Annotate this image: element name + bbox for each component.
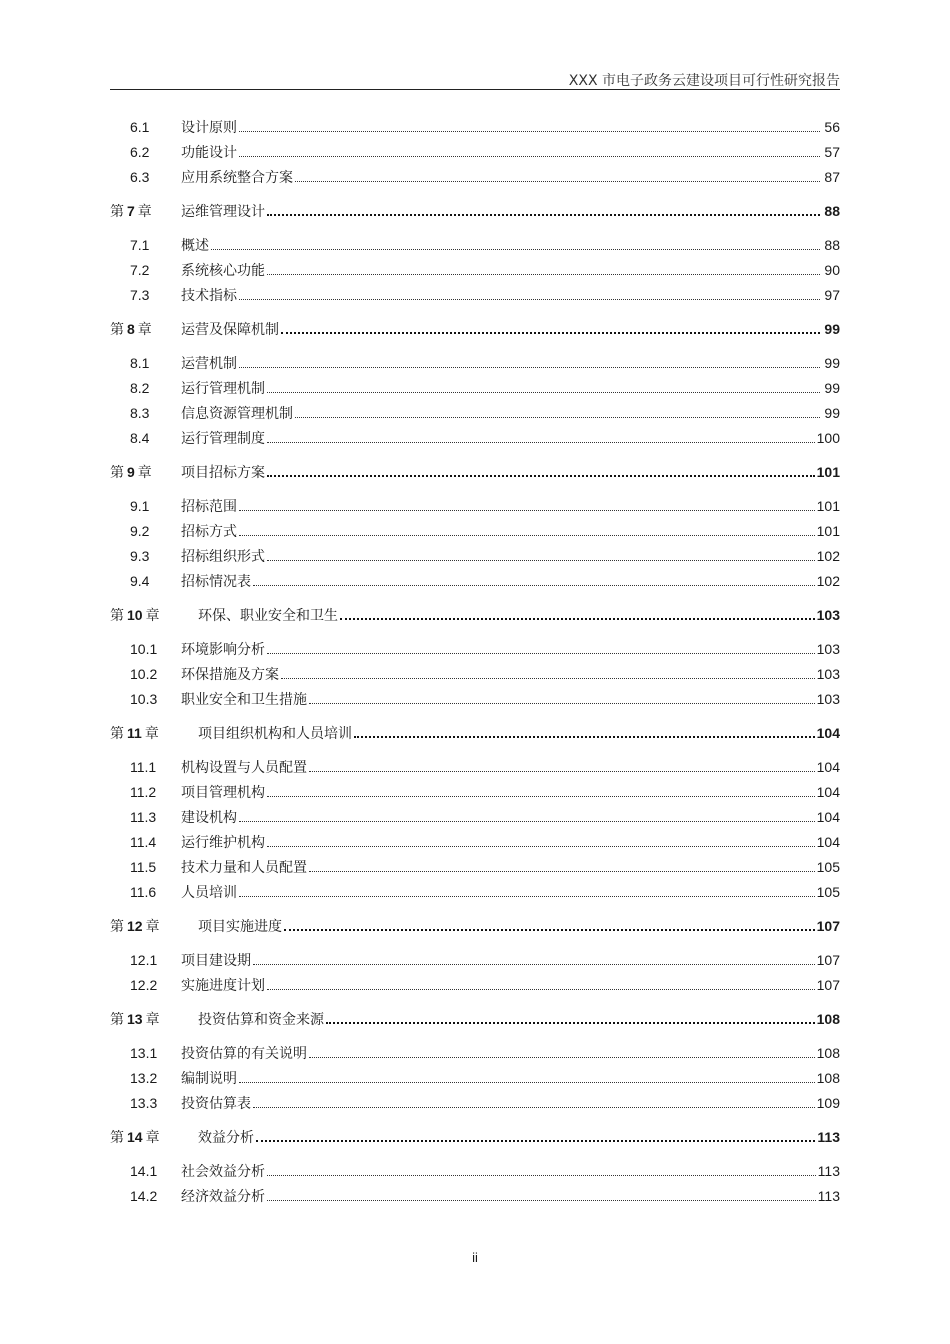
dot-leader (284, 919, 815, 933)
toc-section-entry[interactable] (110, 232, 840, 257)
dot-leader (309, 692, 815, 706)
chapter-suffix: 章 (145, 918, 160, 935)
toc-section-entry[interactable] (110, 804, 840, 829)
toc-entry-title: 编制说明 (181, 1070, 237, 1087)
toc-page-number: 101 (816, 522, 840, 539)
toc-section-entry[interactable] (110, 518, 840, 543)
dot-leader (295, 406, 820, 420)
toc-page-number: 99 (824, 404, 840, 421)
dot-leader (267, 978, 815, 992)
toc-section-entry[interactable] (110, 947, 840, 972)
dot-leader (253, 574, 815, 588)
toc-entry-title: 项目实施进度 (198, 918, 282, 935)
toc-page-number: 104 (816, 758, 840, 775)
dot-leader (239, 499, 815, 513)
section-number: 14.1 (130, 1162, 158, 1179)
chapter-suffix: 章 (137, 321, 152, 338)
dot-leader (267, 1164, 816, 1178)
chapter-suffix: 章 (145, 1011, 160, 1028)
toc-entry-title: 运营及保障机制 (181, 321, 279, 338)
toc-page-number: 108 (816, 1010, 840, 1027)
dot-leader (267, 431, 815, 445)
dot-leader (354, 726, 815, 740)
toc-page-number: 103 (816, 690, 840, 707)
toc-section-entry[interactable] (110, 350, 840, 375)
toc-entry-title: 投资估算表 (181, 1095, 251, 1112)
section-number: 11.3 (130, 808, 157, 825)
section-number: 10.2 (130, 665, 158, 682)
chapter-index: 9 (127, 463, 135, 480)
toc-page-number: 107 (816, 951, 840, 968)
section-number: 8.3 (130, 404, 150, 421)
toc-section-entry[interactable] (110, 400, 840, 425)
dot-leader (309, 1046, 815, 1060)
toc-page-number: 99 (824, 354, 840, 371)
dot-leader (281, 322, 820, 336)
toc-page-number: 101 (816, 497, 840, 514)
toc-section-entry[interactable] (110, 282, 840, 307)
header-rule (110, 89, 840, 90)
toc-section-entry[interactable] (110, 854, 840, 879)
dot-leader (239, 885, 815, 899)
toc-entry-title: 项目管理机构 (181, 784, 265, 801)
toc-entry-title: 建设机构 (181, 809, 237, 826)
toc-page-number: 100 (816, 429, 840, 446)
section-number: 10.1 (130, 640, 158, 657)
section-number: 7.3 (130, 286, 150, 303)
toc-chapter-entry[interactable] (110, 720, 840, 745)
toc-entry-title: 投资估算的有关说明 (181, 1045, 307, 1062)
section-number: 9.1 (130, 497, 150, 514)
toc-section-entry[interactable] (110, 829, 840, 854)
toc-page-number: 87 (824, 168, 840, 185)
dot-leader (253, 1096, 815, 1110)
toc-section-entry[interactable] (110, 257, 840, 282)
toc-chapter-entry[interactable] (110, 459, 840, 484)
toc-page-number: 97 (824, 286, 840, 303)
chapter-index: 13 (127, 1010, 143, 1027)
chapter-prefix: 第 (110, 1011, 124, 1028)
section-number: 7.2 (130, 261, 150, 278)
toc-entry-title: 运维管理设计 (181, 203, 265, 220)
dot-leader (309, 860, 815, 874)
toc-entry-title: 社会效益分析 (181, 1163, 265, 1180)
toc-entry-title: 概述 (181, 237, 209, 254)
dot-leader (239, 810, 815, 824)
toc-page-number: 90 (824, 261, 840, 278)
toc-page-number: 108 (816, 1044, 840, 1061)
toc-section-entry[interactable] (110, 661, 840, 686)
dot-leader (267, 835, 815, 849)
chapter-prefix: 第 (110, 464, 124, 481)
toc-chapter-entry[interactable] (110, 913, 840, 938)
section-number: 12.2 (130, 976, 158, 993)
section-number: 8.4 (130, 429, 150, 446)
toc-entry-title: 运行管理机制 (181, 380, 265, 397)
section-number: 6.3 (130, 168, 150, 185)
toc-entry-title: 项目组织机构和人员培训 (198, 725, 352, 742)
dot-leader (267, 642, 815, 656)
section-number: 13.2 (130, 1069, 158, 1086)
section-number: 10.3 (130, 690, 158, 707)
section-number: 8.2 (130, 379, 150, 396)
chapter-number (110, 1009, 198, 1029)
toc-entry-title: 运行管理制度 (181, 430, 265, 447)
toc-entry-title: 设计原则 (181, 119, 237, 136)
chapter-index: 12 (127, 917, 143, 934)
dot-leader (267, 1189, 816, 1203)
toc-page-number: 107 (816, 976, 840, 993)
toc-entry-title: 职业安全和卫生措施 (181, 691, 307, 708)
toc-section-entry[interactable] (110, 1158, 840, 1183)
dot-leader (253, 953, 815, 967)
toc-section-entry[interactable] (110, 543, 840, 568)
toc-chapter-entry[interactable] (110, 316, 840, 341)
dot-leader (267, 381, 820, 395)
toc-page-number: 107 (816, 917, 840, 934)
dot-leader (340, 608, 815, 622)
chapter-suffix: 章 (144, 725, 159, 742)
toc-chapter-entry[interactable] (110, 198, 840, 223)
chapter-prefix: 第 (110, 607, 124, 624)
chapter-index: 11 (127, 724, 142, 741)
chapter-index: 10 (127, 606, 143, 623)
section-number: 7.1 (130, 236, 150, 253)
toc-section-entry[interactable] (110, 879, 840, 904)
dot-leader (239, 524, 815, 538)
toc-entry-title: 环保措施及方案 (181, 666, 279, 683)
dot-leader (267, 465, 815, 479)
toc-page-number: 56 (824, 118, 840, 135)
toc-page-number: 113 (817, 1128, 840, 1145)
toc-page-number: 102 (816, 572, 840, 589)
toc-entry-title: 应用系统整合方案 (181, 169, 293, 186)
section-number: 11.5 (130, 858, 157, 875)
toc-page-number: 88 (824, 236, 840, 253)
section-number: 13.3 (130, 1094, 158, 1111)
toc-entry-title: 环境影响分析 (181, 641, 265, 658)
dot-leader (267, 263, 820, 277)
dot-leader (309, 760, 815, 774)
chapter-suffix: 章 (145, 607, 160, 624)
chapter-number (110, 1127, 198, 1147)
dot-leader (239, 288, 820, 302)
dot-leader (295, 170, 820, 184)
toc-section-entry[interactable] (110, 375, 840, 400)
footer-page-number: ii (472, 1250, 478, 1265)
section-number: 11.2 (130, 783, 157, 800)
toc-entry-title: 效益分析 (198, 1129, 254, 1146)
toc-entry-title: 人员培训 (181, 884, 237, 901)
dot-leader (326, 1012, 815, 1026)
toc-section-entry[interactable] (110, 1065, 840, 1090)
toc-section-entry[interactable] (110, 754, 840, 779)
dot-leader (267, 204, 820, 218)
toc-page-number: 103 (816, 665, 840, 682)
section-number: 6.1 (130, 118, 150, 135)
dot-leader (239, 145, 820, 159)
toc-entry-title: 招标组织形式 (181, 548, 265, 565)
chapter-number (110, 723, 198, 743)
toc-page-number: 102 (816, 547, 840, 564)
toc-section-entry[interactable] (110, 779, 840, 804)
dot-leader (267, 549, 815, 563)
toc-page-number: 104 (816, 833, 840, 850)
dot-leader (281, 667, 815, 681)
toc-entry-title: 技术力量和人员配置 (181, 859, 307, 876)
section-number: 9.3 (130, 547, 150, 564)
toc-page-number: 99 (824, 320, 840, 337)
toc-entry-title: 技术指标 (181, 287, 237, 304)
chapter-prefix: 第 (110, 1129, 124, 1146)
chapter-prefix: 第 (110, 321, 124, 338)
chapter-prefix: 第 (110, 203, 124, 220)
toc-entry-title: 投资估算和资金来源 (198, 1011, 324, 1028)
toc-section-entry[interactable] (110, 425, 840, 450)
toc-chapter-entry[interactable] (110, 1124, 840, 1149)
toc-entry-title: 招标情况表 (181, 573, 251, 590)
toc-entry-title: 环保、职业安全和卫生 (198, 607, 338, 624)
dot-leader (239, 1071, 815, 1085)
toc-entry-title: 运行维护机构 (181, 834, 265, 851)
section-number: 9.2 (130, 522, 150, 539)
toc-section-entry[interactable] (110, 164, 840, 189)
toc-page-number: 105 (816, 858, 840, 875)
section-number: 11.1 (130, 758, 157, 775)
toc-chapter-entry[interactable] (110, 1006, 840, 1031)
section-number: 13.1 (130, 1044, 158, 1061)
toc-entry-title: 项目建设期 (181, 952, 251, 969)
toc-page-number: 104 (816, 808, 840, 825)
dot-leader (239, 356, 820, 370)
toc-section-entry[interactable] (110, 139, 840, 164)
toc-entry-title: 运营机制 (181, 355, 237, 372)
toc-page-number: 103 (816, 640, 840, 657)
chapter-number (110, 201, 181, 221)
section-number: 6.2 (130, 143, 150, 160)
toc-entry-title: 功能设计 (181, 144, 237, 161)
toc-chapter-entry[interactable] (110, 602, 840, 627)
toc-section-entry[interactable] (110, 686, 840, 711)
toc-page-number: 99 (824, 379, 840, 396)
section-number: 8.1 (130, 354, 150, 371)
chapter-prefix: 第 (110, 918, 124, 935)
toc-section-entry[interactable] (110, 1090, 840, 1115)
toc-entry-title: 系统核心功能 (181, 262, 265, 279)
chapter-suffix: 章 (137, 203, 152, 220)
section-number: 9.4 (130, 572, 150, 589)
dot-leader (267, 785, 815, 799)
document-header-title: XXX 市电子政务云建设项目可行性研究报告 (568, 73, 840, 89)
toc-entry-title: 实施进度计划 (181, 977, 265, 994)
toc-entry-title: 招标方式 (181, 523, 237, 540)
chapter-number (110, 462, 181, 482)
section-number: 14.2 (130, 1187, 158, 1204)
chapter-number (110, 319, 181, 339)
toc-page-number: 113 (817, 1187, 840, 1204)
section-number: 11.6 (130, 883, 157, 900)
dot-leader (239, 120, 820, 134)
toc-section-entry[interactable] (110, 493, 840, 518)
toc-entry-title: 经济效益分析 (181, 1188, 265, 1205)
chapter-prefix: 第 (110, 725, 124, 742)
toc-page-number: 108 (816, 1069, 840, 1086)
toc-page-number: 109 (816, 1094, 840, 1111)
toc-section-entry[interactable] (110, 568, 840, 593)
chapter-suffix: 章 (137, 464, 152, 481)
section-number: 12.1 (130, 951, 158, 968)
dot-leader (211, 238, 820, 252)
toc-page-number: 104 (816, 783, 840, 800)
toc-page-number: 104 (816, 724, 840, 741)
toc-section-entry[interactable] (110, 1183, 840, 1208)
toc-section-entry[interactable] (110, 636, 840, 661)
section-number: 11.4 (130, 833, 157, 850)
toc-entry-title: 招标范围 (181, 498, 237, 515)
toc-entry-title: 信息资源管理机制 (181, 405, 293, 422)
toc-entry-title: 机构设置与人员配置 (181, 759, 307, 776)
toc-page-number: 103 (816, 606, 840, 623)
chapter-index: 7 (127, 202, 135, 219)
chapter-suffix: 章 (145, 1129, 160, 1146)
toc-section-entry[interactable] (110, 1040, 840, 1065)
toc-section-entry[interactable] (110, 972, 840, 997)
dot-leader (256, 1130, 815, 1144)
toc-section-entry[interactable] (110, 114, 840, 139)
toc-page-number: 57 (824, 143, 840, 160)
chapter-index: 8 (127, 320, 135, 337)
toc-page-number: 101 (816, 463, 840, 480)
toc-page-number: 113 (817, 1162, 840, 1179)
chapter-number (110, 916, 198, 936)
chapter-index: 14 (127, 1128, 143, 1145)
toc-page-number: 88 (824, 202, 840, 219)
table-of-contents (110, 114, 840, 1208)
chapter-number (110, 605, 198, 625)
toc-entry-title: 项目招标方案 (181, 464, 265, 481)
toc-page-number: 105 (816, 883, 840, 900)
